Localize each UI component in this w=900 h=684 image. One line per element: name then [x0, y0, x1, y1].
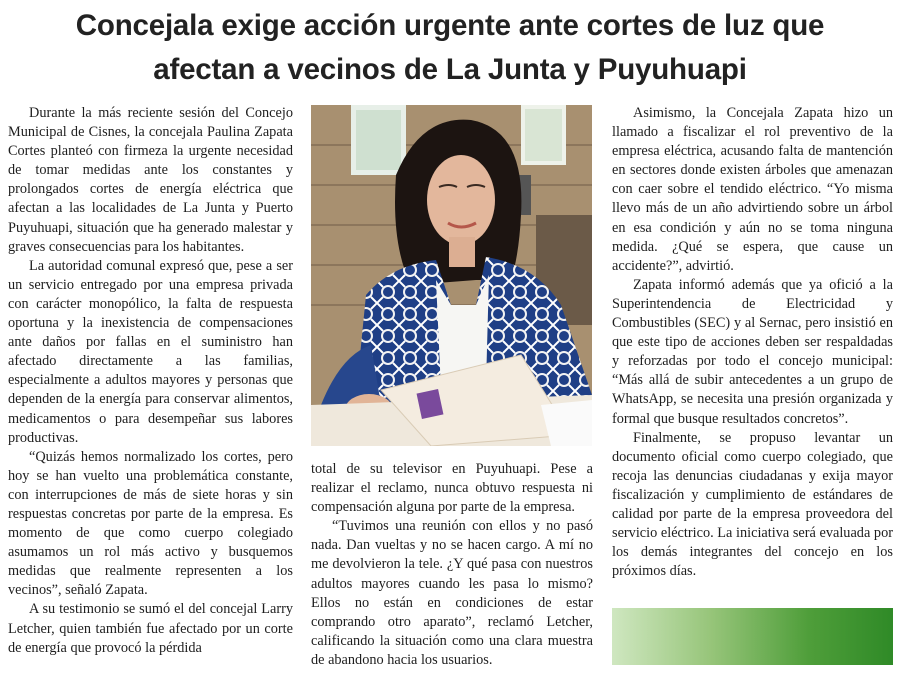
- article-column-3: [612, 104, 893, 581]
- paragraph: A su testimonio se sumó el del concejal Larry Letcher, quien también fue afectado por un corte de energía que provocó la pérdida: [8, 601, 293, 656]
- paragraph: “Quizás hemos normalizado los cortes, pero hoy se han vuelto una problemática constante, con interrupciones de más de siete horas y sin respuestas concretas por parte de la empresa. Es momento de que como cuerpo colegiado asumamos un rol más activo y busquemos medidas que realmente representen a los vecinos”, señaló Zapata.: [8, 448, 293, 599]
- paragraph: Finalmente, se propuso levantar un documento oficial como cuerpo colegiado, que recoja las denuncias ciudadanas y exija mayor fiscalización y cumplimiento de estándares de calidad por parte de la empresa proveedora del servicio eléctrico. La iniciativa será evaluada por los demás integrantes del concejo en los próximos días.: [612, 429, 893, 580]
- paragraph: total de su televisor en Puyuhuapi. Pese a realizar el reclamo, nunca obtuvo respuesta ni compensación alguna por parte de la empresa.: [311, 461, 593, 516]
- headline-line-1: Concejala exige acción urgente ante cortes de luz que: [75, 9, 825, 42]
- paragraph: Zapata informó además que ya ofició a la Superintendencia de Electricidad y Combustibles (SEC) y al Sernac, pero insistió en que este tipo de acciones deben ser respaldadas y reforzadas por todo el concejo municipal: “Más allá de subir antecedentes a un grupo de WhatsApp, se necesita una presión organizada y formal que busque resultados concretos”.: [612, 276, 893, 427]
- paragraph: “Tuvimos una reunión con ellos y no pasó nada. Dan vueltas y no se hacen cargo. A mí no me devolvieron la tele. ¿Y qué pasa con nuestros adultos mayores cuando les pasa lo mismo? Ellos no están en condiciones de estar comprando otro aparato”, reclamó Letcher, calificando la situación como una clara muestra de abandono hacia los usuarios.: [311, 518, 593, 668]
- article-column-1: [8, 104, 293, 658]
- photo-illustration: [311, 105, 592, 446]
- paragraph: La autoridad comunal expresó que, pese a ser un servicio entregado por una empresa privada con carácter monopólico, la falta de respuesta oportuna y la inexistencia de compensaciones ante daños por fallas en el suministro han afectado directamente a las familias, especialmente a adultos mayores y personas que dependen de la energía para conservar alimentos, medicamentos o para desempeñar sus labores productivas.: [8, 257, 293, 446]
- councilwoman-photo: [311, 105, 592, 446]
- decorative-green-bar: [612, 608, 893, 665]
- paragraph: Asimismo, la Concejala Zapata hizo un llamado a fiscalizar el rol preventivo de la empresa eléctrica, acusando falta de mantención en sectores donde existen árboles que amenazan con caer sobre el tendido eléctrico. “Yo misma llevo más de un año advirtiendo sobre un árbol en esa condición y aún no se toma ninguna medida. ¿Qué se espera, que cause un accidente?”, advirtió.: [612, 105, 893, 274]
- article-column-2: [311, 460, 593, 670]
- article-headline: [10, 4, 890, 92]
- paragraph: Durante la más reciente sesión del Concejo Municipal de Cisnes, la concejala Paulina Zapata Cortes planteó con firmeza la urgente necesidad de tomar medidas ante los constantes y prolongados cortes de energía eléctrica que afectan a las localidades de La Junta y Puerto Puyuhuapi, situación que ha generado malestar y graves consecuencias para los habitantes.: [8, 105, 293, 255]
- headline-line-2: afectan a vecinos de La Junta y Puyuhuapi: [153, 53, 747, 86]
